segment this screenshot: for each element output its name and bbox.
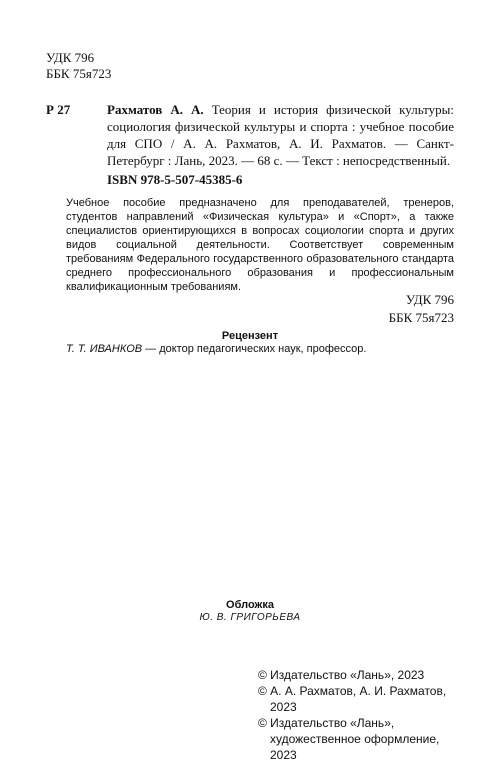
bbk-code-top: ББК 75я723	[46, 66, 112, 81]
copyright-line: © Издательство «Лань», художественное оформление, 2023	[258, 716, 440, 762]
udc-code-top: УДК 796	[46, 50, 95, 65]
reviewer-name: Т. Т. ИВАНКОВ	[66, 343, 143, 355]
reviewer-heading: Рецензент	[221, 330, 279, 342]
copyright-line: © Издательство «Лань», 2023	[258, 668, 425, 682]
copyright-block	[258, 667, 458, 763]
bibliography-text: Теория и история физической культуры: социология физической культуры и спорта : учебное пособие для СПО / А. А. Рахматов, А. И. Рахматов. — Санкт-Петербург : Лань, 2023. — 68 с. — Текст : непосредственный.	[107, 102, 454, 168]
isbn: ISBN 978-5-507-45385-6	[107, 172, 243, 187]
bibliography-author: Рахматов А. А.	[107, 102, 204, 117]
abstract	[66, 196, 454, 294]
udc-code-bottom: УДК 796	[405, 292, 454, 307]
cover-heading: Обложка	[226, 599, 274, 611]
author-code: Р 27	[46, 102, 71, 117]
bbk-code-bottom: ББК 75я723	[388, 310, 454, 325]
cover-designer-name: Ю. В. ГРИГОРЬЕВА	[199, 612, 301, 623]
reviewer-line	[66, 343, 366, 355]
abstract-text: Учебное пособие предназначено для преподавателей, тренеров, студентов направлений «Физическая культура» и «Спорт», а также специалистов ориентирующихся в вопросах социологии спорта и других видов социальной деятельности. Соответствует современным требованиям Федерального государственного образовательного стандарта среднего профессионального образования и профессиональным квалификационным требованиям.	[66, 197, 454, 293]
copyright-line: © А. А. Рахматов, А. И. Рахматов, 2023	[258, 684, 447, 714]
bibliographic-record	[107, 101, 454, 169]
reviewer-description: — доктор педагогических наук, профессор.	[145, 343, 367, 355]
